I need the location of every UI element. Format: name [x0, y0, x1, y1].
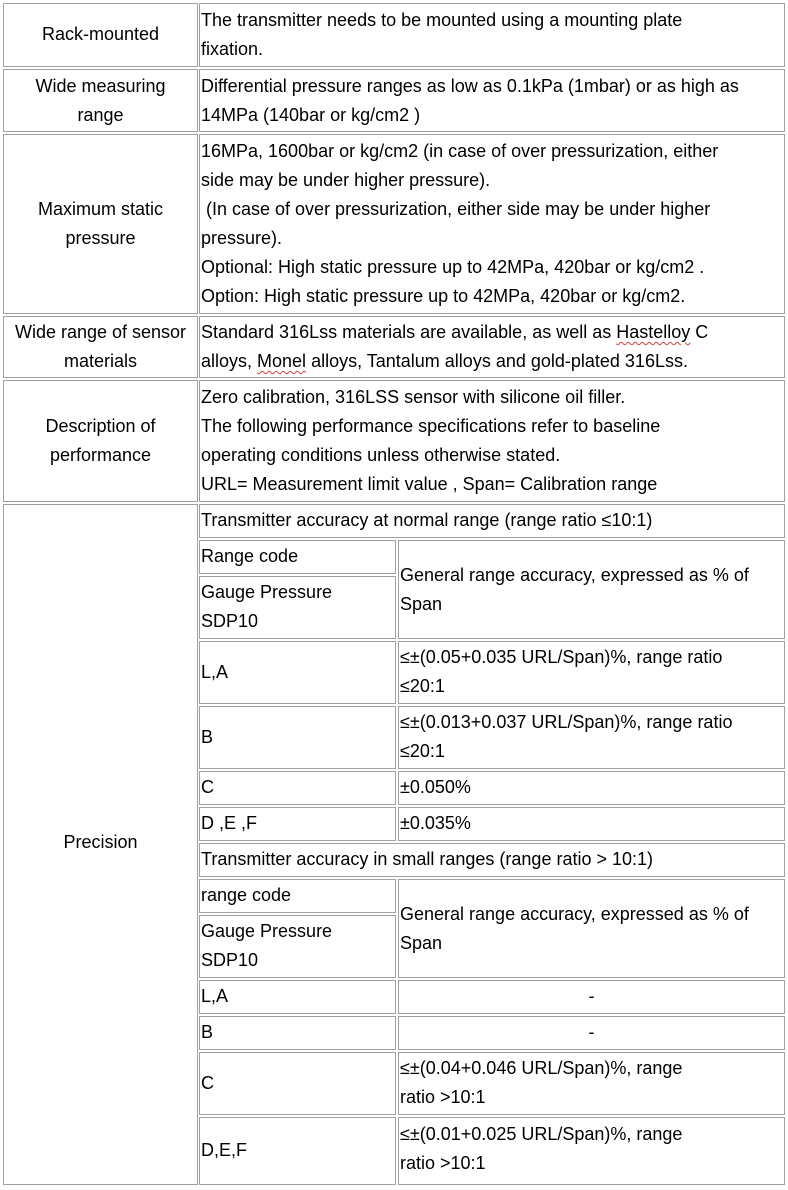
normal-accuracy-1: General range accuracy, expressed as % of	[400, 565, 749, 585]
rack-line-1: The transmitter needs to be mounted using a mounting plate	[201, 10, 683, 30]
small-code-c: C	[201, 1073, 214, 1093]
normal-value-def: ±0.035%	[400, 813, 471, 833]
static-line-4: pressure).	[201, 228, 283, 248]
wide-range-label-1: Wide measuring	[35, 76, 166, 96]
normal-code-cell-b	[199, 706, 396, 769]
rack-line-2: fixation.	[201, 39, 264, 59]
performance-line-1: Zero calibration, 316LSS sensor with silicone oil filler.	[201, 387, 626, 407]
materials-label-2: materials	[63, 351, 138, 371]
normal-code-la: L,A	[201, 662, 229, 682]
small-code-cell-c	[199, 1052, 396, 1115]
small-code-def: D,E,F	[201, 1140, 248, 1160]
materials-line-1-text: Standard 316Lss materials are available, as well as	[201, 322, 617, 342]
small-code-cell-la	[199, 980, 396, 1014]
small-gauge-1: Gauge Pressure	[201, 921, 333, 941]
normal-value-b-1: ≤±(0.013+0.037 URL/Span)%, range ratio	[400, 712, 733, 732]
small-value-def-2: ratio >10:1	[400, 1153, 486, 1173]
small-value-la: -	[588, 986, 595, 1006]
wide-range-label-2: range	[77, 105, 124, 125]
normal-code-cell-la	[199, 641, 396, 704]
normal-code-b: B	[201, 727, 214, 747]
wide-range-line-2: 14MPa (140bar or kg/cm2 )	[201, 105, 421, 125]
normal-accuracy-2: Span	[400, 594, 443, 614]
performance-line-4: URL= Measurement limit value , Span= Calibration range	[201, 474, 658, 494]
normal-code-def: D ,E ,F	[201, 813, 258, 833]
normal-code-cell-c	[199, 771, 396, 805]
normal-heading: Transmitter accuracy at normal range (range ratio ≤10:1)	[201, 510, 653, 530]
small-value-c-2: ratio >10:1	[400, 1087, 486, 1107]
static-line-5: Optional: High static pressure up to 42MPa, 420bar or kg/cm2 .	[201, 257, 705, 277]
materials-line-2-text: alloys,	[201, 351, 258, 371]
normal-gauge-2: SDP10	[201, 611, 259, 631]
static-label-1: Maximum static	[37, 199, 163, 219]
rack-label: Rack-mounted	[41, 24, 160, 44]
small-range-code: range code	[201, 885, 292, 905]
monel-word: Monel	[257, 351, 307, 371]
precision-label: Precision	[63, 832, 138, 852]
small-code-cell-b	[199, 1016, 396, 1050]
small-value-def-1: ≤±(0.01+0.025 URL/Span)%, range	[400, 1124, 683, 1144]
normal-value-la-1: ≤±(0.05+0.035 URL/Span)%, range ratio	[400, 647, 723, 667]
materials-line-1-end: C	[690, 322, 709, 342]
static-line-6: Option: High static pressure up to 42MPa, 420bar or kg/cm2.	[201, 286, 686, 306]
performance-line-2: The following performance specifications refer to baseline	[201, 416, 661, 436]
wide-range-line-1: Differential pressure ranges as low as 0.1kPa (1mbar) or as high as	[201, 76, 739, 96]
normal-value-c: ±0.050%	[400, 777, 471, 797]
materials-label-1: Wide range of sensor	[14, 322, 187, 342]
small-value-b: -	[588, 1022, 595, 1042]
performance-line-3: operating conditions unless otherwise stated.	[201, 445, 561, 465]
normal-value-la-2: ≤20:1	[400, 676, 445, 696]
normal-value-b-2: ≤20:1	[400, 741, 445, 761]
materials-line-2-end: alloys, Tantalum alloys and gold-plated 316Lss.	[306, 351, 688, 371]
static-line-3: (In case of over pressurization, either side may be under higher	[201, 199, 711, 219]
static-label-2: pressure	[65, 228, 136, 248]
small-code-b: B	[201, 1022, 214, 1042]
materials-line-1	[201, 318, 708, 347]
performance-label-2: performance	[49, 445, 152, 465]
performance-label-1: Description of	[45, 416, 156, 436]
normal-range-code: Range code	[201, 546, 299, 566]
small-accuracy-2: Span	[400, 933, 443, 953]
small-heading: Transmitter accuracy in small ranges (range ratio > 10:1)	[201, 849, 654, 869]
hastelloy-word: Hastelloy	[616, 322, 691, 342]
small-accuracy-1: General range accuracy, expressed as % of	[400, 904, 749, 924]
small-gauge-2: SDP10	[201, 950, 259, 970]
small-value-c-1: ≤±(0.04+0.046 URL/Span)%, range	[400, 1058, 683, 1078]
static-line-2: side may be under higher pressure).	[201, 170, 491, 190]
materials-line-2	[201, 347, 688, 376]
small-code-la: L,A	[201, 986, 229, 1006]
normal-code-c: C	[201, 777, 214, 797]
normal-gauge-1: Gauge Pressure	[201, 582, 333, 602]
static-line-1: 16MPa, 1600bar or kg/cm2 (in case of over pressurization, either	[201, 141, 719, 161]
